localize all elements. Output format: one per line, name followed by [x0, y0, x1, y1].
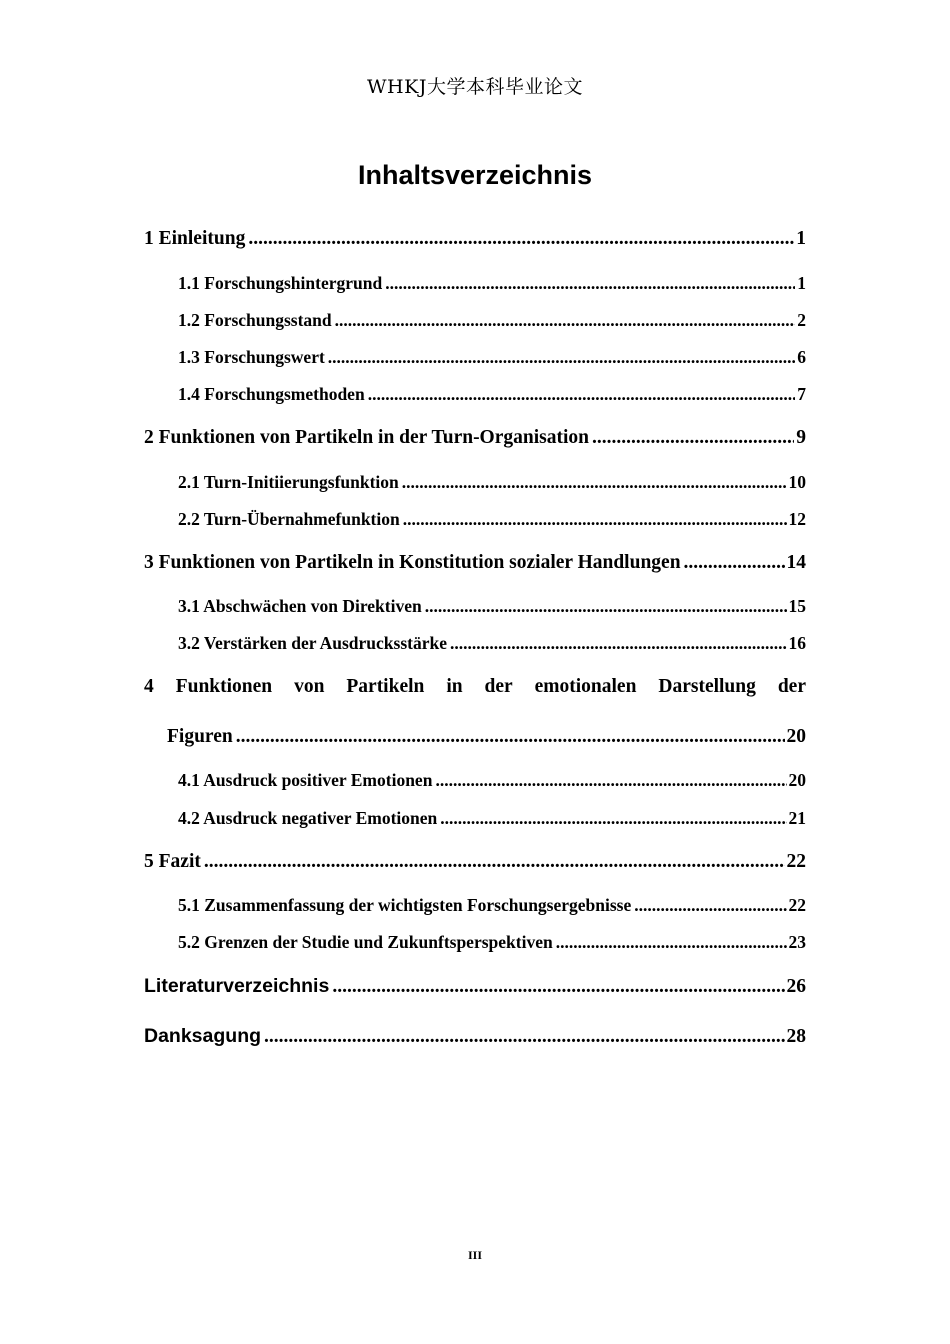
toc-entry-word: emotionalen	[534, 676, 637, 697]
toc-entry-page: 21	[788, 808, 806, 828]
toc-dot-leader	[204, 851, 785, 873]
toc-entry-page: 1	[796, 228, 806, 249]
toc-entry-label: 1.1 Forschungshintergrund	[178, 273, 383, 293]
toc-dot-leader	[385, 273, 795, 294]
toc-entry-word: der	[484, 676, 513, 697]
toc-entry-5-2[interactable]	[178, 932, 806, 953]
toc-entry-label: 2.1 Turn-Initiierungsfunktion	[178, 472, 399, 492]
toc-title: Inhaltsverzeichnis	[357, 160, 593, 190]
toc-entry-label: 4.1 Ausdruck positiver Emotionen	[178, 770, 433, 790]
toc-dot-leader	[634, 895, 786, 916]
toc-entry-word: von	[294, 676, 325, 697]
toc-entry-word: in	[446, 676, 463, 697]
toc-dot-leader	[248, 228, 794, 250]
toc-entry-word: Funktionen	[175, 676, 273, 697]
toc-entry-page: 28	[786, 1026, 806, 1047]
toc-entry-1-1[interactable]	[178, 273, 806, 294]
toc-entry-page: 22	[786, 851, 806, 872]
toc-entry-label: Literaturverzeichnis	[144, 975, 330, 997]
toc-dot-leader	[440, 808, 786, 829]
toc-entry-3-2[interactable]	[178, 633, 806, 654]
toc-entry-2-1[interactable]	[178, 472, 806, 493]
toc-dot-leader	[450, 633, 786, 654]
toc-entry-page: 1	[797, 273, 806, 293]
toc-dot-leader	[368, 384, 796, 405]
toc-entry-word: 4	[144, 676, 154, 697]
toc-entry-label: Danksagung	[144, 1025, 262, 1047]
toc-entry-label: 1.2 Forschungsstand	[178, 310, 332, 330]
toc-entry-label: 3.1 Abschwächen von Direktiven	[178, 596, 422, 616]
toc-dot-leader	[435, 770, 786, 791]
toc-entry-4-2[interactable]	[178, 808, 806, 829]
toc-entry-5-1[interactable]	[178, 895, 806, 916]
toc-entry-page: 23	[788, 932, 806, 952]
toc-entry-page: 9	[796, 427, 806, 448]
toc-entry-page: 2	[797, 310, 806, 330]
toc-dot-leader	[592, 427, 794, 449]
toc-dot-leader	[403, 509, 787, 530]
toc-entry-1-2[interactable]	[178, 310, 806, 331]
toc-entry-page: 15	[788, 596, 806, 616]
toc-entry-label: 5 Fazit	[144, 851, 201, 872]
toc-entry-page: 16	[788, 633, 806, 653]
toc-entry-1-4[interactable]	[178, 384, 806, 405]
toc-dot-leader	[402, 472, 787, 493]
toc-entry-page: 14	[786, 552, 806, 573]
toc-entry-label: 3 Funktionen von Partikeln in Konstitution sozialer Handlungen	[144, 552, 681, 573]
toc-dot-leader	[236, 726, 785, 748]
toc-entry-page: 12	[788, 509, 806, 529]
toc-entry-4-1[interactable]	[178, 770, 806, 791]
toc-dot-leader	[332, 976, 784, 998]
toc-entry-page: 20	[788, 770, 806, 790]
toc-entry-label: 1.3 Forschungswert	[178, 347, 325, 367]
toc-entry-label: 4.2 Ausdruck negativer Emotionen	[178, 808, 438, 828]
toc-entry-1-3[interactable]	[178, 347, 806, 368]
page-header: WHKJ大学本科毕业论文	[367, 76, 583, 98]
toc-entry-page: 26	[786, 976, 806, 997]
toc-entry-3[interactable]	[144, 552, 806, 574]
toc-entry-word: Darstellung	[658, 676, 756, 697]
toc-entry-label: 1 Einleitung	[144, 228, 246, 249]
toc-entry-4-line1[interactable]	[144, 676, 806, 698]
toc-dot-leader	[264, 1026, 784, 1048]
toc-entry-4-line2[interactable]	[167, 726, 806, 748]
toc-dot-leader	[335, 310, 796, 331]
toc-entry-word: Partikeln	[346, 676, 425, 697]
toc-entry-5[interactable]	[144, 851, 806, 873]
toc-entry-label: 1.4 Forschungsmethoden	[178, 384, 365, 404]
toc-entry-label: Figuren	[167, 726, 233, 747]
toc-entry-label: 2 Funktionen von Partikeln in der Turn-Organisation	[144, 427, 589, 448]
toc-entry-2[interactable]	[144, 427, 806, 449]
toc-dot-leader	[425, 596, 787, 617]
toc-entry-word: der	[777, 676, 806, 697]
toc-entry-label: 3.2 Verstärken der Ausdrucksstärke	[178, 633, 448, 653]
toc-entry-1[interactable]	[144, 228, 806, 250]
toc-entry-page: 22	[788, 895, 806, 915]
toc-dot-leader	[328, 347, 795, 368]
toc-entry-danksagung[interactable]	[144, 1025, 806, 1048]
toc-entry-page: 10	[788, 472, 806, 492]
toc-dot-leader	[684, 552, 785, 574]
toc-entry-page: 6	[797, 347, 806, 367]
toc-entry-page: 20	[786, 726, 806, 747]
toc-entry-2-2[interactable]	[178, 509, 806, 530]
toc-dot-leader	[556, 932, 787, 953]
toc-entry-3-1[interactable]	[178, 596, 806, 617]
toc-entry-page: 7	[797, 384, 806, 404]
toc-entry-label: 5.2 Grenzen der Studie und Zukunftsperspektiven	[178, 932, 553, 952]
toc-entry-label: 2.2 Turn-Übernahmefunktion	[178, 509, 400, 529]
toc-entry-literaturverzeichnis[interactable]	[144, 975, 806, 998]
page-number: III	[467, 1248, 482, 1262]
toc-entry-label: 5.1 Zusammenfassung der wichtigsten Forschungsergebnisse	[178, 895, 632, 915]
